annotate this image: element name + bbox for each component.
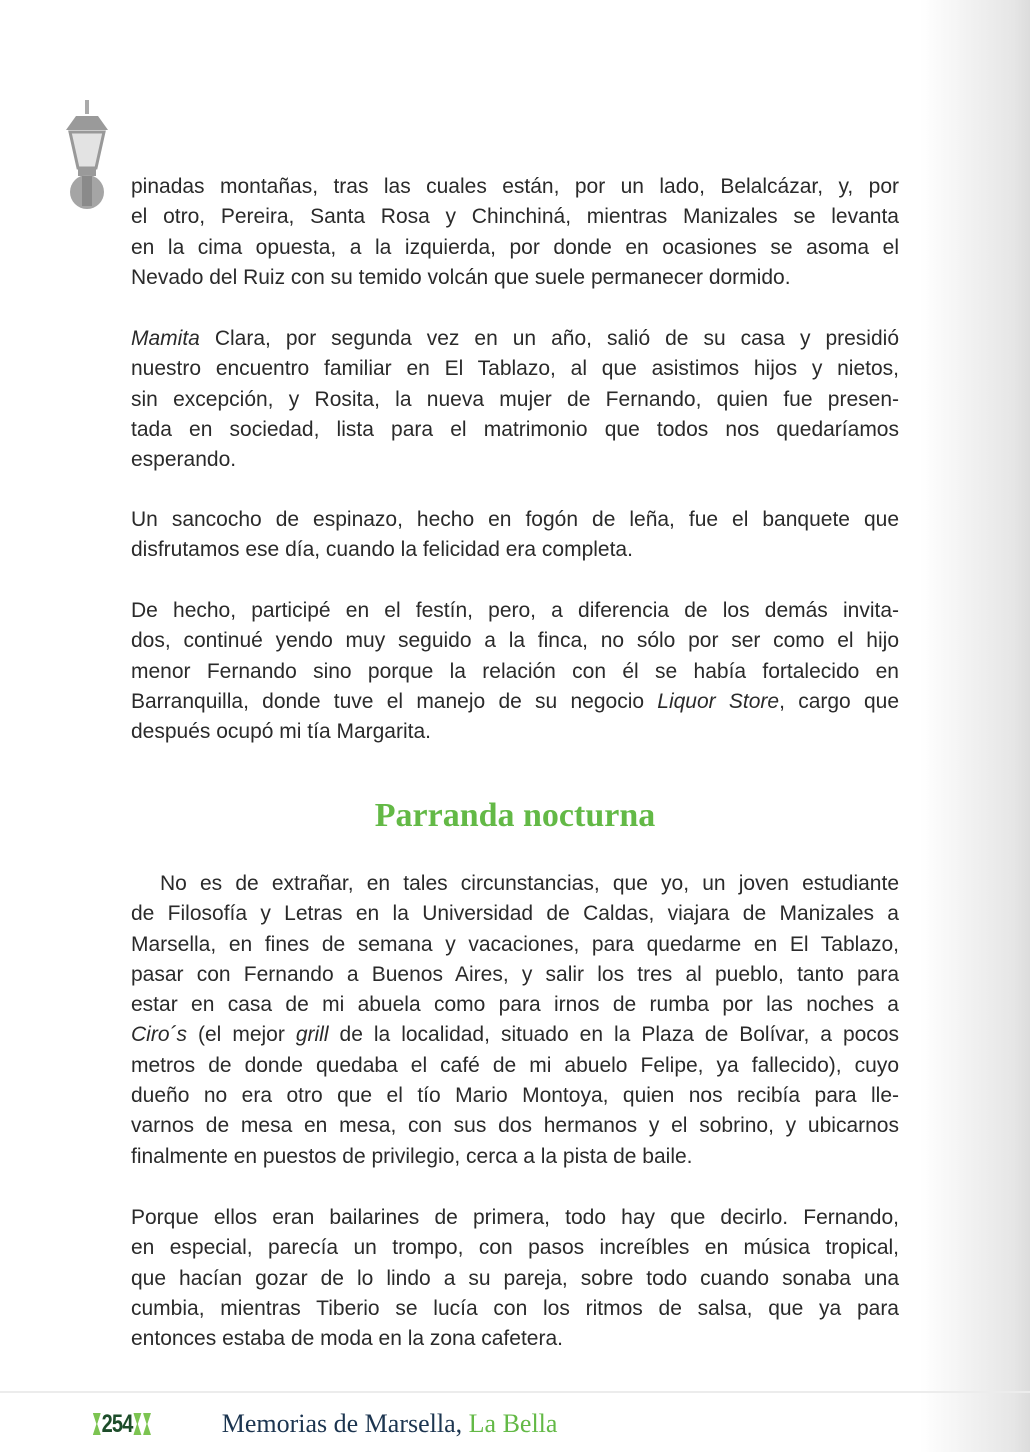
paragraph bbox=[131, 505, 899, 566]
italic-text: Ciro´s bbox=[131, 1023, 187, 1047]
ornament-icon bbox=[133, 1413, 141, 1435]
text-line: en especial, parecía un trompo, con pasos increíbles en música tropical, bbox=[131, 1236, 899, 1260]
book-subtitle: La Bella bbox=[468, 1409, 558, 1438]
page-footer bbox=[92, 1404, 557, 1444]
section-heading: Parranda nocturna bbox=[374, 797, 656, 834]
text-line: sin excepción, y Rosita, la nueva mujer de Fernando, quien fue presen- bbox=[131, 387, 899, 411]
text-line: de Filosofía y Letras en la Universidad de Caldas, viajara de Manizales a bbox=[131, 902, 899, 926]
text-line: cumbia, mientras Tiberio se lucía con los ritmos de salsa, que ya para bbox=[131, 1296, 899, 1320]
italic-text: Liquor Store bbox=[657, 689, 780, 713]
footer-divider bbox=[0, 1391, 1030, 1393]
paragraph bbox=[131, 172, 899, 293]
text-line: estar en casa de mi abuela como para irnos de rumba por las noches a bbox=[131, 993, 899, 1017]
text-line: varnos de mesa en mesa, con sus dos hermanos y el sobrino, y ubicarnos bbox=[131, 1114, 899, 1138]
text-line: menor Fernando sino porque la relación con él se había fortalecido en bbox=[131, 659, 899, 683]
text-line: en la cima opuesta, a la izquierda, por donde en ocasiones se asoma el bbox=[131, 235, 899, 259]
text-line bbox=[131, 324, 899, 354]
text-segment: (el mejor bbox=[187, 1023, 296, 1047]
text-line: entonces estaba de moda en la zona cafetera. bbox=[131, 1327, 563, 1351]
text-line: Nevado del Ruiz con su temido volcán que suele permanecer dormido. bbox=[131, 265, 791, 289]
text-line: finalmente en puestos de privilegio, cerca a la pista de baile. bbox=[131, 1144, 693, 1168]
running-title bbox=[222, 1409, 558, 1439]
text-line: disfrutamos ese día, cuando la felicidad era completa. bbox=[131, 538, 633, 562]
text-line: esperando. bbox=[131, 448, 237, 472]
text-line bbox=[131, 687, 899, 717]
ornament-icon bbox=[93, 1413, 101, 1435]
text-line: que hacían gozar de lo lindo a su pareja, sobre todo cuando sonaba una bbox=[131, 1266, 899, 1290]
text-line: el otro, Pereira, Santa Rosa y Chinchiná, mientras Manizales se levanta bbox=[131, 205, 899, 229]
italic-text: grill bbox=[295, 1023, 329, 1047]
text-line: después ocupó mi tía Margarita. bbox=[131, 720, 431, 744]
text-segment: Barranquilla, donde tuve el manejo de su negocio bbox=[131, 689, 658, 713]
text-line: De hecho, participé en el festín, pero, a diferencia de los demás invita- bbox=[131, 599, 899, 622]
text-line: nuestro encuentro familiar en El Tablazo, al que asistimos hijos y nietos, bbox=[131, 357, 899, 381]
text-line: Un sancocho de espinazo, hecho en fogón de leña, fue el banquete que bbox=[131, 508, 899, 531]
text-segment: , cargo que bbox=[779, 689, 900, 713]
text-segment: de la localidad, situado en la Plaza de Bolívar, a pocos bbox=[328, 1023, 899, 1047]
page-number: 254 bbox=[101, 1409, 133, 1438]
paragraph bbox=[131, 869, 899, 1172]
book-title: Memorias de Marsella, bbox=[221, 1409, 463, 1438]
ornament-icon bbox=[143, 1413, 151, 1435]
text-line: pinadas montañas, tras las cuales están, por un lado, Belalcázar, y, por bbox=[131, 175, 899, 198]
text-segment: Clara, por segunda vez en un año, salió de su casa y presidió bbox=[199, 327, 899, 350]
text-line: Marsella, en fines de semana y vacaciones, para quedarme en El Tablazo, bbox=[131, 932, 899, 956]
text-line: pasar con Fernando a Buenos Aires, y salir los tres al pueblo, tanto para bbox=[131, 962, 899, 986]
text-line: dos, continué yendo muy seguido a la finca, no sólo por ser como el hijo bbox=[131, 629, 899, 653]
text-line: metros de donde quedaba el café de mi abuelo Felipe, ya fallecido), cuyo bbox=[131, 1053, 899, 1077]
text-line: dueño no era otro que el tío Mario Montoya, quien nos recibía para lle- bbox=[131, 1084, 899, 1108]
text-line: Porque ellos eran bailarines de primera, todo hay que decirlo. Fernando, bbox=[131, 1206, 899, 1229]
page-number-badge bbox=[92, 1410, 152, 1439]
text-line: No es de extrañar, en tales circunstancias, que yo, un joven estudiante bbox=[160, 872, 899, 895]
paragraph bbox=[131, 324, 899, 475]
page-edge-shadow bbox=[920, 0, 1030, 1452]
text-line: tada en sociedad, lista para el matrimonio que todos nos quedaríamos bbox=[131, 417, 899, 441]
paragraph bbox=[131, 596, 899, 747]
paragraph bbox=[131, 1203, 899, 1354]
text-line bbox=[131, 1020, 899, 1050]
italic-text: Mamita bbox=[131, 327, 200, 350]
street-lamp-icon bbox=[64, 100, 110, 212]
